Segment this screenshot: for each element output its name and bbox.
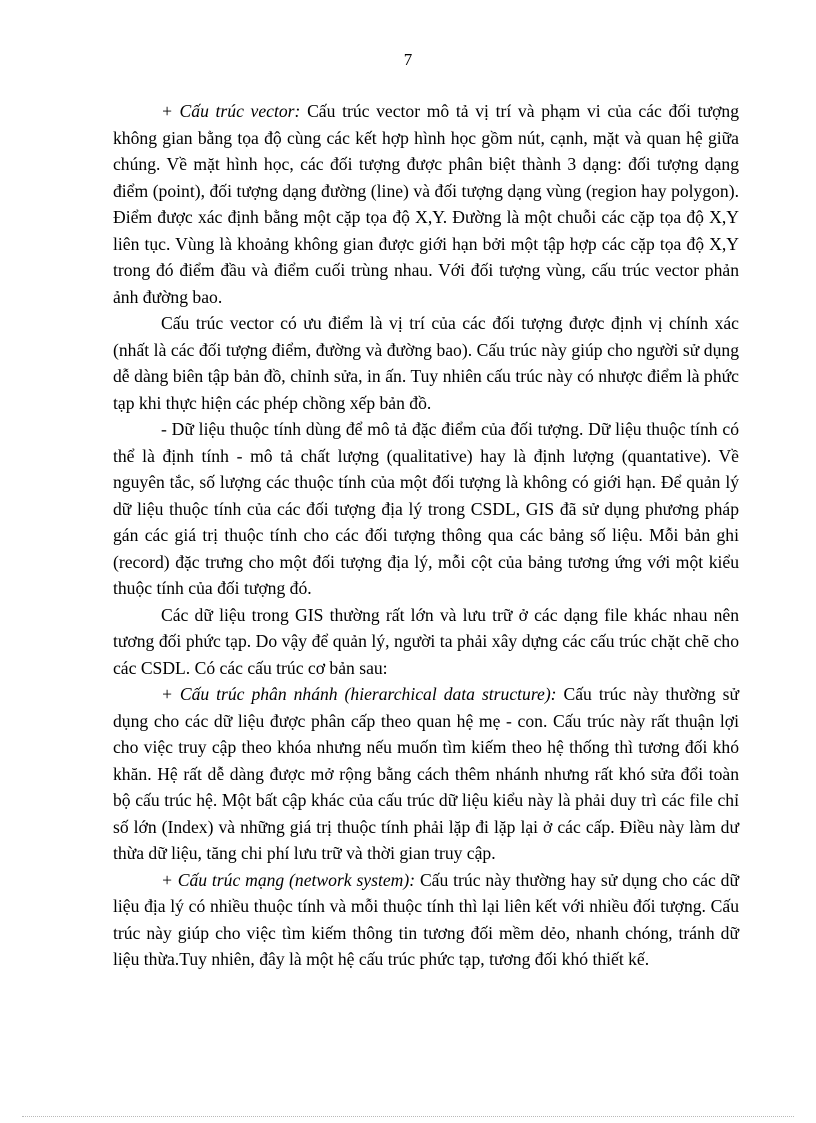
paragraph-lead-network: + Cấu trúc mạng (network system): [161,869,416,890]
paragraph-vector-structure [113,98,739,310]
document-body [113,98,739,973]
footer-dotted-rule [22,1116,794,1117]
paragraph-text-vector-pros-cons: Cấu trúc vector có ưu điểm là vị trí của các đối tượng được định vị chính xác (nhất là các đối tượng điểm, đường và đường bao). Cấu trúc này giúp cho người sử dụng dễ dàng biên tập bản đồ, chỉnh sửa, in ấn. Tuy nhiên cấu trúc này có nhược điểm là phức tạp khi thực hiện các phép chồng xếp bản đồ. [113,313,739,413]
paragraph-lead-hierarchical: + Cấu trúc phân nhánh (hierarchical data structure): [161,684,557,704]
paragraph-text-attribute-data: - Dữ liệu thuộc tính dùng để mô tả đặc điểm của đối tượng. Dữ liệu thuộc tính có thể là định tính - mô tả chất lượng (qualitative) hay là định lượng (quantative). Về nguyên tắc, số lượng các thuộc tính của một đối tượng là không có giới hạn. Để quản lý dữ liệu thuộc tính của các đối tượng địa lý trong CSDL, GIS đã sử dụng phương pháp gán các giá trị thuộc tính cho các đối tượng thông qua các bảng số liệu. Mỗi bản ghi (record) đặc trưng cho một đối tượng địa lý, mỗi cột của bảng tương ứng với một kiểu thuộc tính của đối tượng đó. [113,419,739,598]
paragraph-text-hierarchical: Cấu trúc này thường sử dụng cho các dữ liệu được phân cấp theo quan hệ mẹ - con. Cấu trúc này rất thuận lợi cho việc truy cập theo khóa nhưng nếu muốn tìm kiếm theo hệ thống thì tương đối khó khăn. Hệ rất dễ dàng được mở rộng bằng cách thêm nhánh nhưng rất khó sửa đổi toàn bộ cấu trúc hệ. Một bất cập khác của cấu trúc dữ liệu kiểu này là phải duy trì các file chỉ số lớn (Index) và những giá trị thuộc tính phải lặp đi lặp lại ở các cấp. Điều này làm dư thừa dữ liệu, tăng chi phí lưu trữ và thời gian truy cập. [113,684,739,863]
paragraph-text-vector: Cấu trúc vector mô tả vị trí và phạm vi của các đối tượng không gian bằng tọa độ cùng các kết hợp hình học gồm nút, cạnh, mặt và quan hệ giữa chúng. Về mặt hình học, các đối tượng được phân biệt thành 3 dạng: đối tượng dạng điểm (point), đối tượng dạng đường (line) và đối tượng dạng vùng (region hay polygon). Điểm được xác định bằng một cặp tọa độ X,Y. Đường là một chuỗi các cặp tọa độ X,Y liên tục. Vùng là khoảng không gian được giới hạn bởi một tập hợp các cặp tọa độ X,Y trong đó điểm đầu và điểm cuối trùng nhau. Với đối tượng vùng, cấu trúc vector phản ảnh đường bao. [113,101,739,307]
page-number: 7 [403,50,413,69]
paragraph-lead-vector: + Cấu trúc vector: [161,101,301,121]
paragraph-gis-data-structures [113,602,739,682]
paragraph-hierarchical-structure [113,681,739,867]
paragraph-vector-pros-cons [113,310,739,416]
paragraph-attribute-data [113,416,739,602]
paragraph-network-structure [113,867,739,973]
paragraph-text-gis-data-structures: Các dữ liệu trong GIS thường rất lớn và lưu trữ ở các dạng file khác nhau nên tương đối phức tạp. Do vậy để quản lý, người ta phải xây dựng các cấu trúc chặt chẽ cho các CSDL. Có các cấu trúc cơ bản sau: [113,604,739,678]
paragraph-text-network: Cấu trúc này thường hay sử dụng cho các dữ liệu địa lý có nhiều thuộc tính và mỗi thuộc tính thì lại liên kết với nhiều đối tượng. Cấu trúc này giúp cho việc tìm kiếm thông tin tương đối mềm dẻo, nhanh chóng, tránh dữ liệu thừa.Tuy nhiên, đây là một hệ cấu trúc phức tạp, tương đối khó thiết kế. [113,869,740,969]
